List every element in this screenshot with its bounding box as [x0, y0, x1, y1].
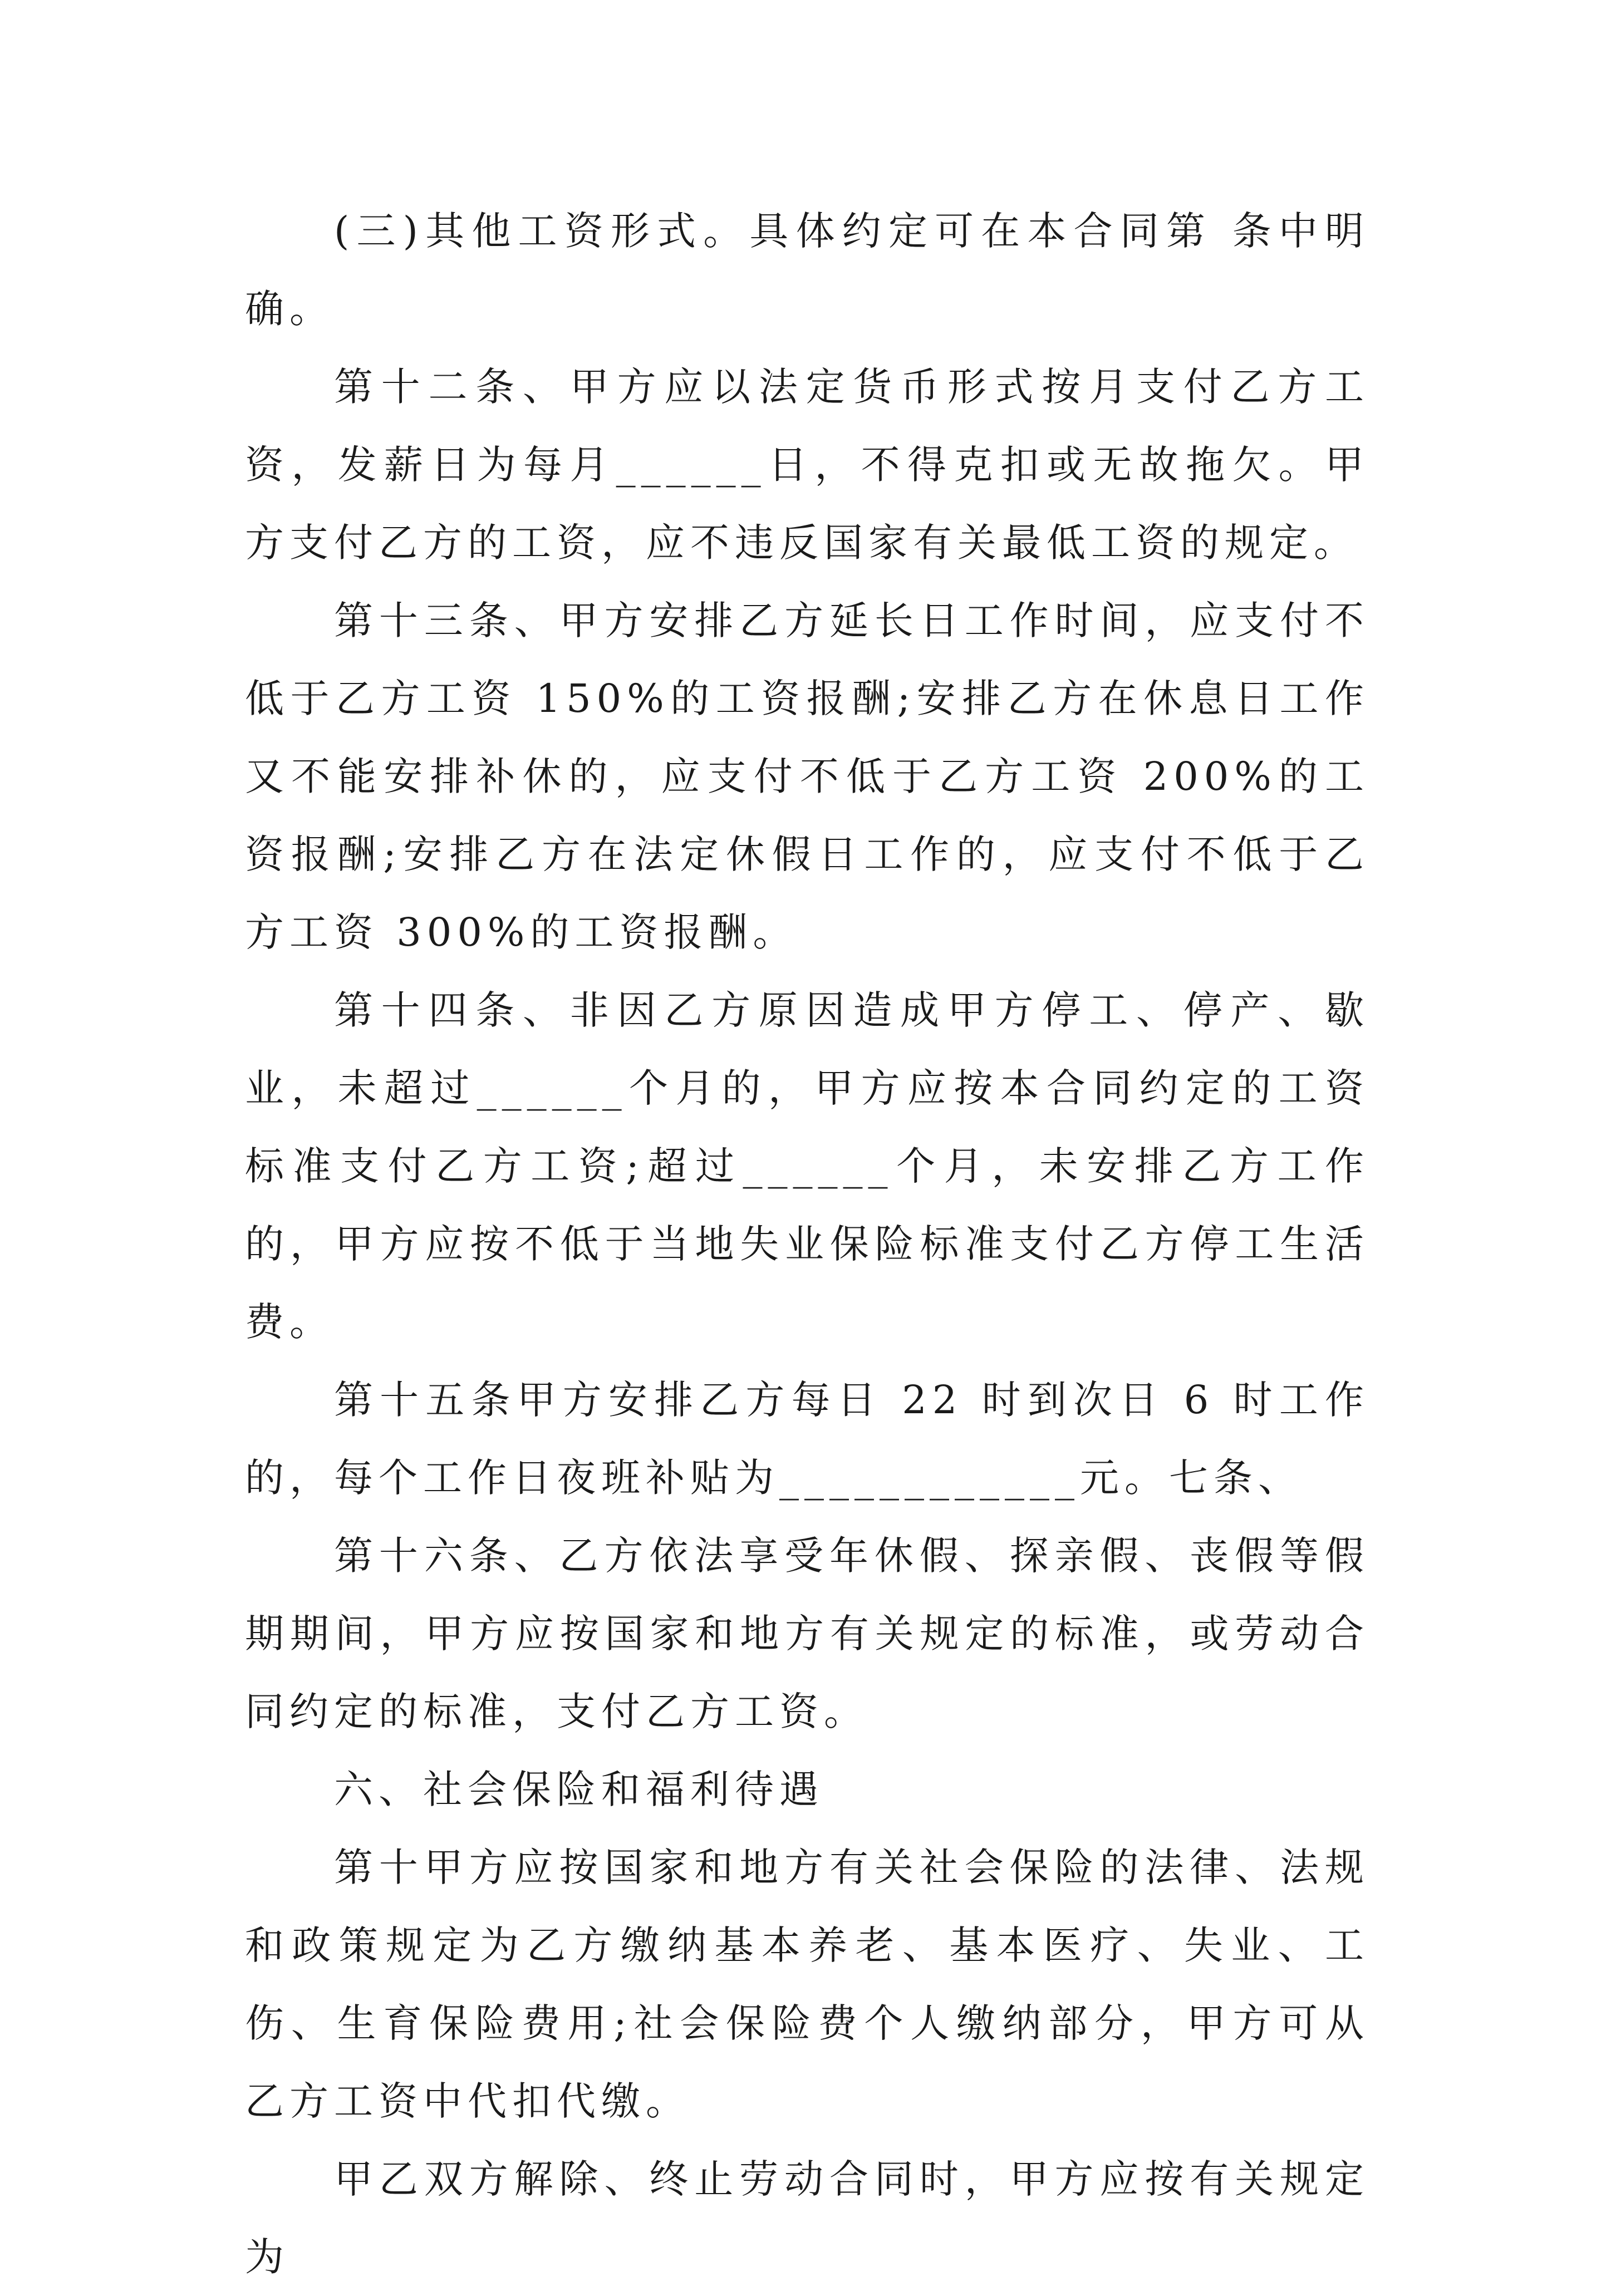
paragraph-termination: 甲乙双方解除、终止劳动合同时，甲方应按有关规定为: [245, 2156, 1369, 2280]
paragraph-article-12: 第十二条、甲方应以法定货币形式按月支付乙方工资，发薪日为每月______日，不得克扣或无故拖欠。甲方支付乙方的工资，应不违反国家有关最低工资的规定。: [245, 364, 1369, 566]
paragraph-social-insurance: 第十甲方应按国家和地方有关社会保险的法律、法规和政策规定为乙方缴纳基本养老、基本医疗、失业、工伤、生育保险费用;社会保险费个人缴纳部分，甲方可从乙方工资中代扣代缴。: [245, 1845, 1369, 2124]
paragraph-article-16: 第十六条、乙方依法享受年休假、探亲假、丧假等假期期间，甲方应按国家和地方有关规定的标准，或劳动合同约定的标准，支付乙方工资。: [245, 1533, 1369, 1734]
section-heading-social-insurance: 六、社会保险和福利待遇: [334, 1767, 824, 1812]
document-body: [245, 192, 1369, 2296]
paragraph-article-13: 第十三条、甲方安排乙方延长日工作时间，应支付不低于乙方工资 150%的工资报酬;安排乙方在休息日工作又不能安排补休的，应支付不低于乙方工资 200%的工资报酬;安排乙方在法定休假日工作的，应支付不低于乙方工资 300%的工资报酬。: [245, 598, 1369, 955]
paragraph-other-wage-forms: (三)其他工资形式。具体约定可在本合同第 条中明确。: [245, 208, 1369, 332]
paragraph-article-15: 第十五条甲方安排乙方每日 22 时到次日 6 时工作的，每个工作日夜班补贴为____________元。七条、: [245, 1377, 1369, 1501]
paragraph-article-14: 第十四条、非因乙方原因造成甲方停工、停产、歇业，未超过______个月的，甲方应按本合同约定的工资标准支付乙方工资;超过______个月，未安排乙方工作的，甲方应按不低于当地失业保险标准支付乙方停工生活费。: [245, 987, 1369, 1345]
